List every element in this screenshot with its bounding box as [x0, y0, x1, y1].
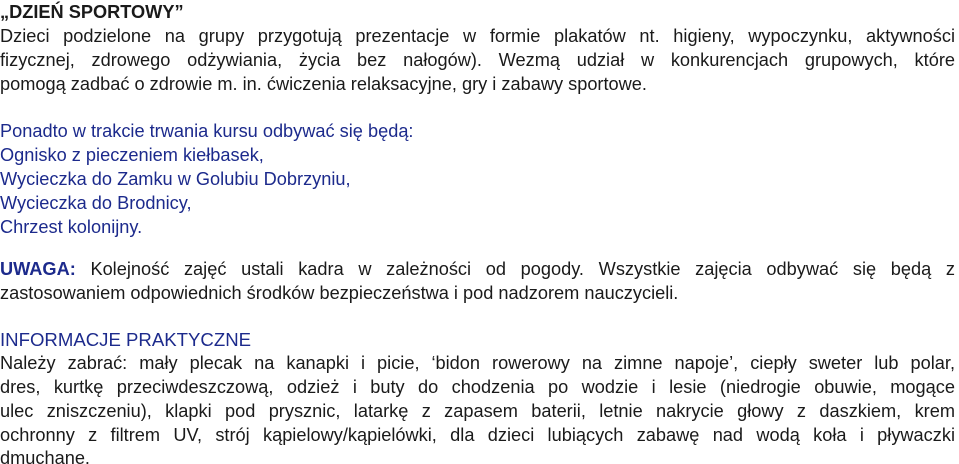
info-heading: INFORMACJE PRAKTYCZNE [0, 329, 252, 350]
notice-text: Kolejność zajęć ustali kadra w zależności od pogody. Wszystkie zajęcia odbywać się będą z [75, 259, 955, 279]
paragraph-line: fizycznej, zdrowego odżywiania, życia bez nałogów). Wezmą udział w konkurencjach grupowych, które [0, 50, 955, 70]
paragraph-line: pomogą zadbać o zdrowie m. in. ćwiczenia relaksacyjne, gry i zabawy sportowe. [0, 74, 647, 94]
info-line: dres, kurtkę przeciwdeszczową, odzież i buty do chodzenia po wodzie i lesie (niedrogie obuwie, mogące [0, 377, 955, 397]
activity-item: Wycieczka do Zamku w Golubiu Dobrzyniu, [0, 169, 351, 189]
activity-item: Ognisko z pieczeniem kiełbasek, [0, 145, 264, 165]
notice-line [0, 258, 955, 281]
notice-label: UWAGA: [0, 259, 76, 279]
activities-intro: Ponadto w trakcie trwania kursu odbywać się będą: [0, 121, 414, 141]
section-title: „DZIEŃ SPORTOWY” [0, 2, 184, 22]
info-line: Należy zabrać: mały plecak na kanapki i picie, ‘bidon rowerowy na zimne napoje’, ciepły sweter lub polar, [0, 353, 955, 373]
paragraph-line: Dzieci podzielone na grupy przygotują prezentacje w formie plakatów nt. higieny, wypoczynku, aktywności [0, 26, 955, 46]
info-line: dmuchane. [0, 448, 90, 464]
notice-line: zastosowaniem odpowiednich środków bezpieczeństwa i pod nadzorem nauczycieli. [0, 283, 679, 303]
info-line: ochronny z filtrem UV, strój kąpielowy/kąpielówki, dla dzieci lubiących zabawę nad wodą koła i pływaczki [0, 425, 955, 445]
activity-item: Chrzest kolonijny. [0, 217, 143, 237]
info-line: ulec zniszczeniu), klapki pod prysznic, latarkę z zapasem baterii, letnie nakrycie głowy z daszkiem, krem [0, 401, 955, 421]
activity-item: Wycieczka do Brodnicy, [0, 193, 192, 213]
